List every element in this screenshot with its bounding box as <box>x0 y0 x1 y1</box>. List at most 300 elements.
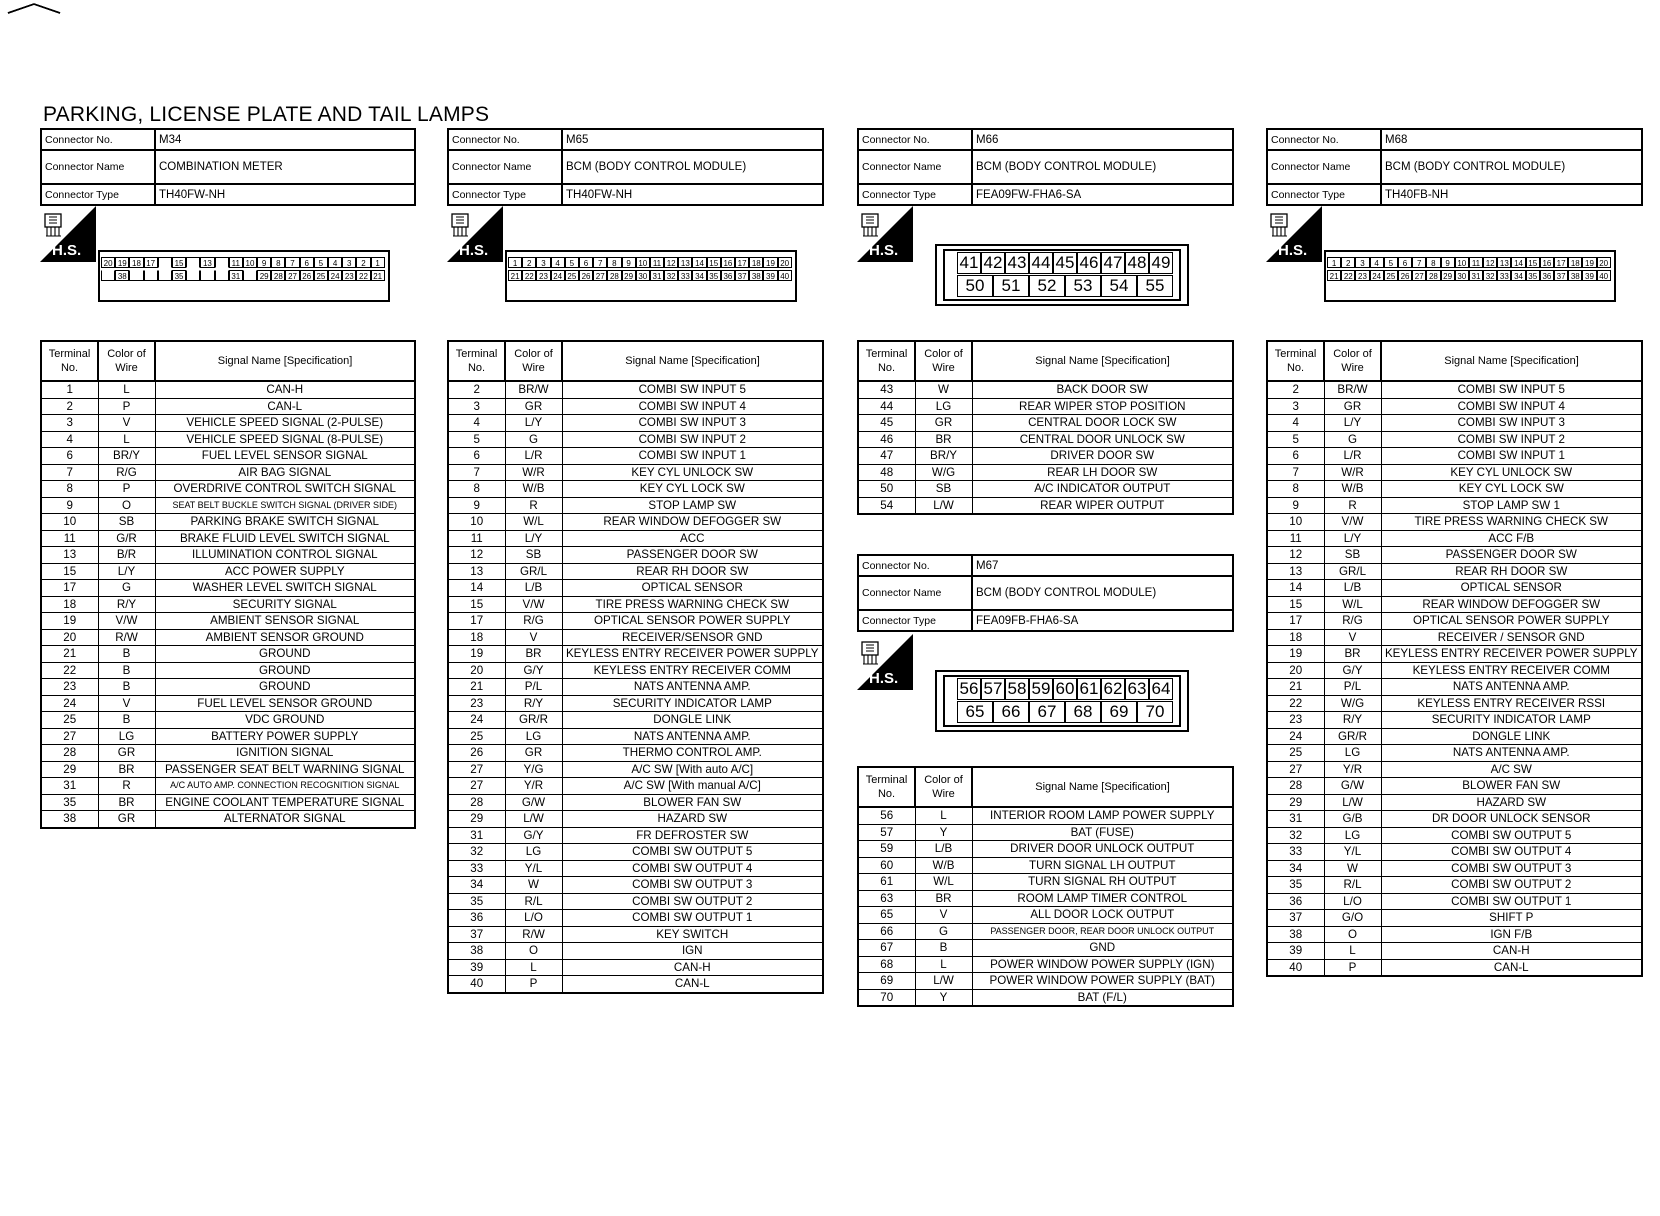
terminal-no: 18 <box>41 596 98 613</box>
table-row <box>448 943 823 960</box>
connector-latch <box>0 30 68 45</box>
signal-name: OPTICAL SENSOR <box>562 580 823 597</box>
wire-color: L/Y <box>505 530 562 547</box>
table-row <box>448 415 823 432</box>
wire-color: R <box>1324 497 1381 514</box>
connector-inner-frame <box>943 675 1181 727</box>
wire-color: W <box>915 381 972 398</box>
wire-color: Y <box>915 989 972 1006</box>
signal-name: CAN-L <box>1381 959 1642 976</box>
pin: 29 <box>257 270 271 281</box>
signal-name: THERMO CONTROL AMP. <box>562 745 823 762</box>
terminal-no: 2 <box>1267 381 1324 398</box>
terminal-no: 12 <box>448 547 505 564</box>
pin: 3 <box>1355 257 1369 268</box>
table-row <box>448 547 823 564</box>
pin: 3 <box>342 257 356 268</box>
pin: 25 <box>565 270 579 281</box>
signal-name: TURN SIGNAL LH OUTPUT <box>972 857 1233 874</box>
pin: 10 <box>243 257 257 268</box>
table-row <box>448 910 823 927</box>
connector-header-m34 <box>40 128 416 206</box>
wire-color: L/O <box>1324 893 1381 910</box>
signal-name: ACC F/B <box>1381 530 1642 547</box>
table-row <box>448 877 823 894</box>
table-row <box>41 415 415 432</box>
hs-label: H.S. <box>869 670 899 687</box>
signal-name: GND <box>972 940 1233 957</box>
wire-color: W/R <box>505 464 562 481</box>
pin: 24 <box>551 270 565 281</box>
wire-color: BR <box>915 890 972 907</box>
terminal-no: 23 <box>41 679 98 696</box>
table-row <box>1267 745 1642 762</box>
table-row <box>41 613 415 630</box>
pin: 4 <box>1370 257 1384 268</box>
wire-color: L/R <box>1324 448 1381 465</box>
table-row <box>41 794 415 811</box>
signal-name: VDC GROUND <box>155 712 415 729</box>
table-row <box>1267 695 1642 712</box>
signal-name: POWER WINDOW POWER SUPPLY (BAT) <box>972 973 1233 990</box>
wire-color: L <box>505 959 562 976</box>
wire-color: R/L <box>505 893 562 910</box>
col-signal-name: Signal Name [Specification] <box>972 341 1233 381</box>
hs-icon <box>447 206 503 262</box>
hs-label: H.S. <box>869 242 899 259</box>
signal-name: NATS ANTENNA AMP. <box>562 679 823 696</box>
signal-name: IGNITION SIGNAL <box>155 745 415 762</box>
signal-name: STOP LAMP SW <box>562 497 823 514</box>
terminal-table-m34 <box>40 340 416 829</box>
signal-name: GROUND <box>155 646 415 663</box>
terminal-no: 44 <box>858 398 915 415</box>
wire-color: G/Y <box>505 662 562 679</box>
wire-color: L/W <box>915 497 972 514</box>
pin: 29 <box>1441 270 1455 281</box>
signal-name: NATS ANTENNA AMP. <box>1381 745 1642 762</box>
table-row <box>1267 893 1642 910</box>
wire-color: BR <box>98 761 155 778</box>
table-header-row <box>858 767 1233 807</box>
wire-color: LG <box>1324 745 1381 762</box>
table-row <box>1267 761 1642 778</box>
wire-color: P <box>98 398 155 415</box>
wire-color: LG <box>505 728 562 745</box>
pin: 27 <box>593 270 607 281</box>
terminal-no: 27 <box>448 761 505 778</box>
pin: 13 <box>1497 257 1511 268</box>
wire-color: P/L <box>505 679 562 696</box>
pin: 39 <box>1582 270 1596 281</box>
signal-name: NATS ANTENNA AMP. <box>562 728 823 745</box>
header-value-no: M68 <box>1381 129 1642 150</box>
pin: 5 <box>1384 257 1398 268</box>
pin: 41 <box>957 252 981 274</box>
pin: 26 <box>300 270 314 281</box>
signal-name: SECURITY SIGNAL <box>155 596 415 613</box>
signal-name: REAR WINDOW DEFOGGER SW <box>1381 596 1642 613</box>
terminal-no: 65 <box>858 907 915 924</box>
table-row <box>448 926 823 943</box>
wire-color: R <box>505 497 562 514</box>
terminal-no: 7 <box>41 464 98 481</box>
table-row <box>41 547 415 564</box>
pin: 33 <box>678 270 692 281</box>
header-value-name: BCM (BODY CONTROL MODULE) <box>1381 150 1642 184</box>
wire-color: L/O <box>505 910 562 927</box>
pin: 34 <box>692 270 706 281</box>
terminal-no: 12 <box>1267 547 1324 564</box>
connector-face-m34 <box>98 250 390 302</box>
pin: 35 <box>172 270 186 281</box>
terminal-no: 17 <box>41 580 98 597</box>
signal-name: FR DEFROSTER SW <box>562 827 823 844</box>
header-label: Connector Type <box>858 610 972 631</box>
pin: 29 <box>622 270 636 281</box>
header-row-connector-type <box>858 610 1233 631</box>
signal-name: COMBI SW INPUT 1 <box>562 448 823 465</box>
table-row <box>448 514 823 531</box>
table-row <box>858 956 1233 973</box>
terminal-no: 14 <box>448 580 505 597</box>
hs-icon <box>857 206 913 262</box>
pin: 1 <box>508 257 522 268</box>
terminal-no: 17 <box>448 613 505 630</box>
pin: 46 <box>1077 252 1101 274</box>
wire-color: B <box>915 940 972 957</box>
col-terminal-no: Terminal No. <box>41 341 98 381</box>
signal-name: DR DOOR UNLOCK SENSOR <box>1381 811 1642 828</box>
signal-name: REAR RH DOOR SW <box>562 563 823 580</box>
table-row <box>448 563 823 580</box>
wire-color: BR <box>98 794 155 811</box>
wire-color: P <box>1324 959 1381 976</box>
table-row <box>1267 431 1642 448</box>
table-row <box>858 907 1233 924</box>
table-row <box>1267 778 1642 795</box>
terminal-no: 13 <box>1267 563 1324 580</box>
terminal-no: 8 <box>1267 481 1324 498</box>
table-row <box>448 481 823 498</box>
wire-color: G <box>505 431 562 448</box>
pin: 63 <box>1125 678 1149 700</box>
wire-color: W <box>505 877 562 894</box>
terminal-no: 34 <box>448 877 505 894</box>
table-row <box>858 989 1233 1006</box>
pin: 15 <box>1526 257 1540 268</box>
pin: 35 <box>1526 270 1540 281</box>
terminal-no: 11 <box>41 530 98 547</box>
terminal-no: 20 <box>41 629 98 646</box>
terminal-no: 9 <box>41 497 98 514</box>
pin: 52 <box>1029 275 1065 297</box>
terminal-no: 11 <box>1267 530 1324 547</box>
wire-color: G/O <box>1324 910 1381 927</box>
pin: 11 <box>1469 257 1483 268</box>
terminal-no: 19 <box>1267 646 1324 663</box>
table-row <box>41 580 415 597</box>
col-signal-name: Signal Name [Specification] <box>972 767 1233 807</box>
signal-name: DONGLE LINK <box>1381 728 1642 745</box>
wire-color: Y/L <box>505 860 562 877</box>
table-row <box>858 841 1233 858</box>
signal-name: KEY CYL UNLOCK SW <box>1381 464 1642 481</box>
table-row <box>1267 860 1642 877</box>
wire-color: W/L <box>505 514 562 531</box>
terminal-no: 20 <box>1267 662 1324 679</box>
table-header-row <box>858 341 1233 381</box>
wire-color: G <box>98 580 155 597</box>
terminal-no: 4 <box>1267 415 1324 432</box>
pin: 49 <box>1149 252 1173 274</box>
signal-name: KEYLESS ENTRY RECEIVER COMM <box>562 662 823 679</box>
wire-color: R/G <box>505 613 562 630</box>
wire-color: V/W <box>1324 514 1381 531</box>
table-row <box>448 448 823 465</box>
terminal-no: 29 <box>448 811 505 828</box>
pin: 17 <box>144 257 158 268</box>
terminal-no: 29 <box>41 761 98 778</box>
pin: 23 <box>536 270 550 281</box>
terminal-no: 38 <box>448 943 505 960</box>
terminal-no: 69 <box>858 973 915 990</box>
signal-name: BATTERY POWER SUPPLY <box>155 728 415 745</box>
pin: 16 <box>1540 257 1554 268</box>
terminal-no: 19 <box>41 613 98 630</box>
wire-color: B/R <box>98 547 155 564</box>
header-label: Connector Name <box>41 150 155 184</box>
table-row <box>41 481 415 498</box>
page-title: PARKING, LICENSE PLATE AND TAIL LAMPS <box>43 103 490 126</box>
pin-empty <box>129 270 143 281</box>
signal-name: KEYLESS ENTRY RECEIVER POWER SUPPLY <box>562 646 823 663</box>
pin: 26 <box>1398 270 1412 281</box>
signal-name: COMBI SW OUTPUT 3 <box>1381 860 1642 877</box>
pin: 31 <box>1469 270 1483 281</box>
terminal-no: 31 <box>448 827 505 844</box>
wire-color: R/Y <box>1324 712 1381 729</box>
table-row <box>41 514 415 531</box>
header-value-type: FEA09FB-FHA6-SA <box>972 610 1233 631</box>
terminal-no: 60 <box>858 857 915 874</box>
header-label: Connector Type <box>1267 184 1381 205</box>
wire-color: G <box>915 923 972 940</box>
header-value-type: TH40FB-NH <box>1381 184 1642 205</box>
terminal-no: 8 <box>41 481 98 498</box>
pin: 19 <box>1582 257 1596 268</box>
col-terminal-no: Terminal No. <box>448 341 505 381</box>
wire-color: GR/L <box>1324 563 1381 580</box>
pin-row <box>1327 257 1611 268</box>
table-row <box>448 629 823 646</box>
wire-color: GR/R <box>505 712 562 729</box>
header-row-connector-no <box>448 129 823 150</box>
signal-name: A/C SW [With manual A/C] <box>562 778 823 795</box>
signal-name: BACK DOOR SW <box>972 381 1233 398</box>
wire-color: P/L <box>1324 679 1381 696</box>
pin: 1 <box>1327 257 1341 268</box>
pin: 28 <box>1426 270 1440 281</box>
wire-color: L/R <box>505 448 562 465</box>
col-color-of-wire: Color of Wire <box>915 341 972 381</box>
signal-name: COMBI SW OUTPUT 4 <box>562 860 823 877</box>
wire-color: O <box>1324 926 1381 943</box>
pin: 10 <box>636 257 650 268</box>
pin: 7 <box>1412 257 1426 268</box>
signal-name: A/C SW [With auto A/C] <box>562 761 823 778</box>
wire-color: L/B <box>915 841 972 858</box>
signal-name: COMBI SW INPUT 3 <box>1381 415 1642 432</box>
terminal-no: 29 <box>1267 794 1324 811</box>
table-row <box>858 431 1233 448</box>
table-row <box>858 481 1233 498</box>
pin: 9 <box>257 257 271 268</box>
col-color-of-wire: Color of Wire <box>505 341 562 381</box>
table-row <box>1267 398 1642 415</box>
terminal-no: 38 <box>1267 926 1324 943</box>
pin: 53 <box>1065 275 1101 297</box>
col-terminal-no: Terminal No. <box>1267 341 1324 381</box>
terminal-no: 35 <box>41 794 98 811</box>
pin: 14 <box>1511 257 1525 268</box>
pin: 67 <box>1029 701 1065 723</box>
table-row <box>1267 662 1642 679</box>
signal-name: ALL DOOR LOCK OUTPUT <box>972 907 1233 924</box>
table-row <box>858 381 1233 398</box>
table-header-row <box>448 341 823 381</box>
terminal-no: 1 <box>41 381 98 398</box>
pin: 37 <box>1554 270 1568 281</box>
signal-name: POWER WINDOW POWER SUPPLY (IGN) <box>972 956 1233 973</box>
header-row-connector-type <box>448 184 823 205</box>
wire-color: LG <box>1324 827 1381 844</box>
table-row <box>858 940 1233 957</box>
header-label: Connector No. <box>858 555 972 576</box>
signal-name: COMBI SW OUTPUT 3 <box>562 877 823 894</box>
wire-color: BR <box>915 431 972 448</box>
wire-color: G/Y <box>1324 662 1381 679</box>
hs-label: H.S. <box>1278 242 1308 259</box>
wire-color: G/B <box>1324 811 1381 828</box>
terminal-no: 27 <box>41 728 98 745</box>
terminal-no: 3 <box>41 415 98 432</box>
pin: 5 <box>565 257 579 268</box>
terminal-no: 21 <box>448 679 505 696</box>
table-row <box>41 464 415 481</box>
signal-name: AMBIENT SENSOR SIGNAL <box>155 613 415 630</box>
pin: 20 <box>1597 257 1611 268</box>
wire-color: LG <box>505 844 562 861</box>
wire-color: O <box>505 943 562 960</box>
connector-face-m65 <box>505 250 797 302</box>
signal-name: TIRE PRESS WARNING CHECK SW <box>1381 514 1642 531</box>
wire-color: Y/R <box>1324 761 1381 778</box>
wire-color: B <box>98 679 155 696</box>
table-row <box>858 415 1233 432</box>
pin: 7 <box>285 257 299 268</box>
wire-color: W/B <box>915 857 972 874</box>
pin: 2 <box>1341 257 1355 268</box>
signal-name: PASSENGER SEAT BELT WARNING SIGNAL <box>155 761 415 778</box>
terminal-no: 33 <box>1267 844 1324 861</box>
terminal-no: 28 <box>1267 778 1324 795</box>
header-value-type: TH40FW-NH <box>562 184 823 205</box>
wire-color: BR/W <box>1324 381 1381 398</box>
pin: 58 <box>1005 678 1029 700</box>
signal-name: SECURITY INDICATOR LAMP <box>1381 712 1642 729</box>
wire-color: L/Y <box>1324 415 1381 432</box>
wire-color: W/G <box>915 464 972 481</box>
terminal-table-m66 <box>857 340 1234 515</box>
wire-color: V <box>1324 629 1381 646</box>
table-row <box>858 890 1233 907</box>
pin: 23 <box>342 270 356 281</box>
table-row <box>448 745 823 762</box>
connector-latch <box>0 15 68 30</box>
wire-color: L <box>915 807 972 824</box>
terminal-no: 15 <box>41 563 98 580</box>
signal-name: COMBI SW OUTPUT 2 <box>562 893 823 910</box>
pin: 65 <box>957 701 993 723</box>
connector-inner-frame <box>943 249 1181 301</box>
pin-row <box>957 701 1173 723</box>
table-row <box>448 860 823 877</box>
table-row <box>448 497 823 514</box>
signal-name: COMBI SW OUTPUT 4 <box>1381 844 1642 861</box>
pin: 17 <box>1554 257 1568 268</box>
pin: 8 <box>1426 257 1440 268</box>
pin: 20 <box>778 257 792 268</box>
signal-name: BLOWER FAN SW <box>1381 778 1642 795</box>
table-row <box>448 844 823 861</box>
wire-color: R <box>98 778 155 795</box>
signal-name: HAZARD SW <box>1381 794 1642 811</box>
table-row <box>448 596 823 613</box>
pin: 18 <box>129 257 143 268</box>
wire-color: B <box>98 646 155 663</box>
pin: 4 <box>551 257 565 268</box>
wire-color: BR <box>1324 646 1381 663</box>
signal-name: TIRE PRESS WARNING CHECK SW <box>562 596 823 613</box>
pin: 36 <box>721 270 735 281</box>
header-row-connector-no <box>41 129 415 150</box>
header-row-connector-no <box>858 129 1233 150</box>
header-value-no: M66 <box>972 129 1233 150</box>
table-row <box>1267 596 1642 613</box>
pin: 40 <box>1597 270 1611 281</box>
terminal-no: 27 <box>1267 761 1324 778</box>
header-label: Connector Name <box>448 150 562 184</box>
terminal-no: 21 <box>41 646 98 663</box>
pin: 62 <box>1101 678 1125 700</box>
header-value-type: TH40FW-NH <box>155 184 415 205</box>
pin: 55 <box>1137 275 1173 297</box>
header-value-name: COMBINATION METER <box>155 150 415 184</box>
col-terminal-no: Terminal No. <box>858 341 915 381</box>
pin: 23 <box>1355 270 1369 281</box>
header-row-connector-type <box>858 184 1233 205</box>
signal-name: COMBI SW INPUT 4 <box>562 398 823 415</box>
table-row <box>448 580 823 597</box>
terminal-no: 15 <box>1267 596 1324 613</box>
wire-color: GR <box>98 745 155 762</box>
signal-name: REAR LH DOOR SW <box>972 464 1233 481</box>
pin: 28 <box>271 270 285 281</box>
wire-color: L <box>915 956 972 973</box>
signal-name: PASSENGER DOOR, REAR DOOR UNLOCK OUTPUT <box>972 923 1233 940</box>
wire-color: G <box>1324 431 1381 448</box>
